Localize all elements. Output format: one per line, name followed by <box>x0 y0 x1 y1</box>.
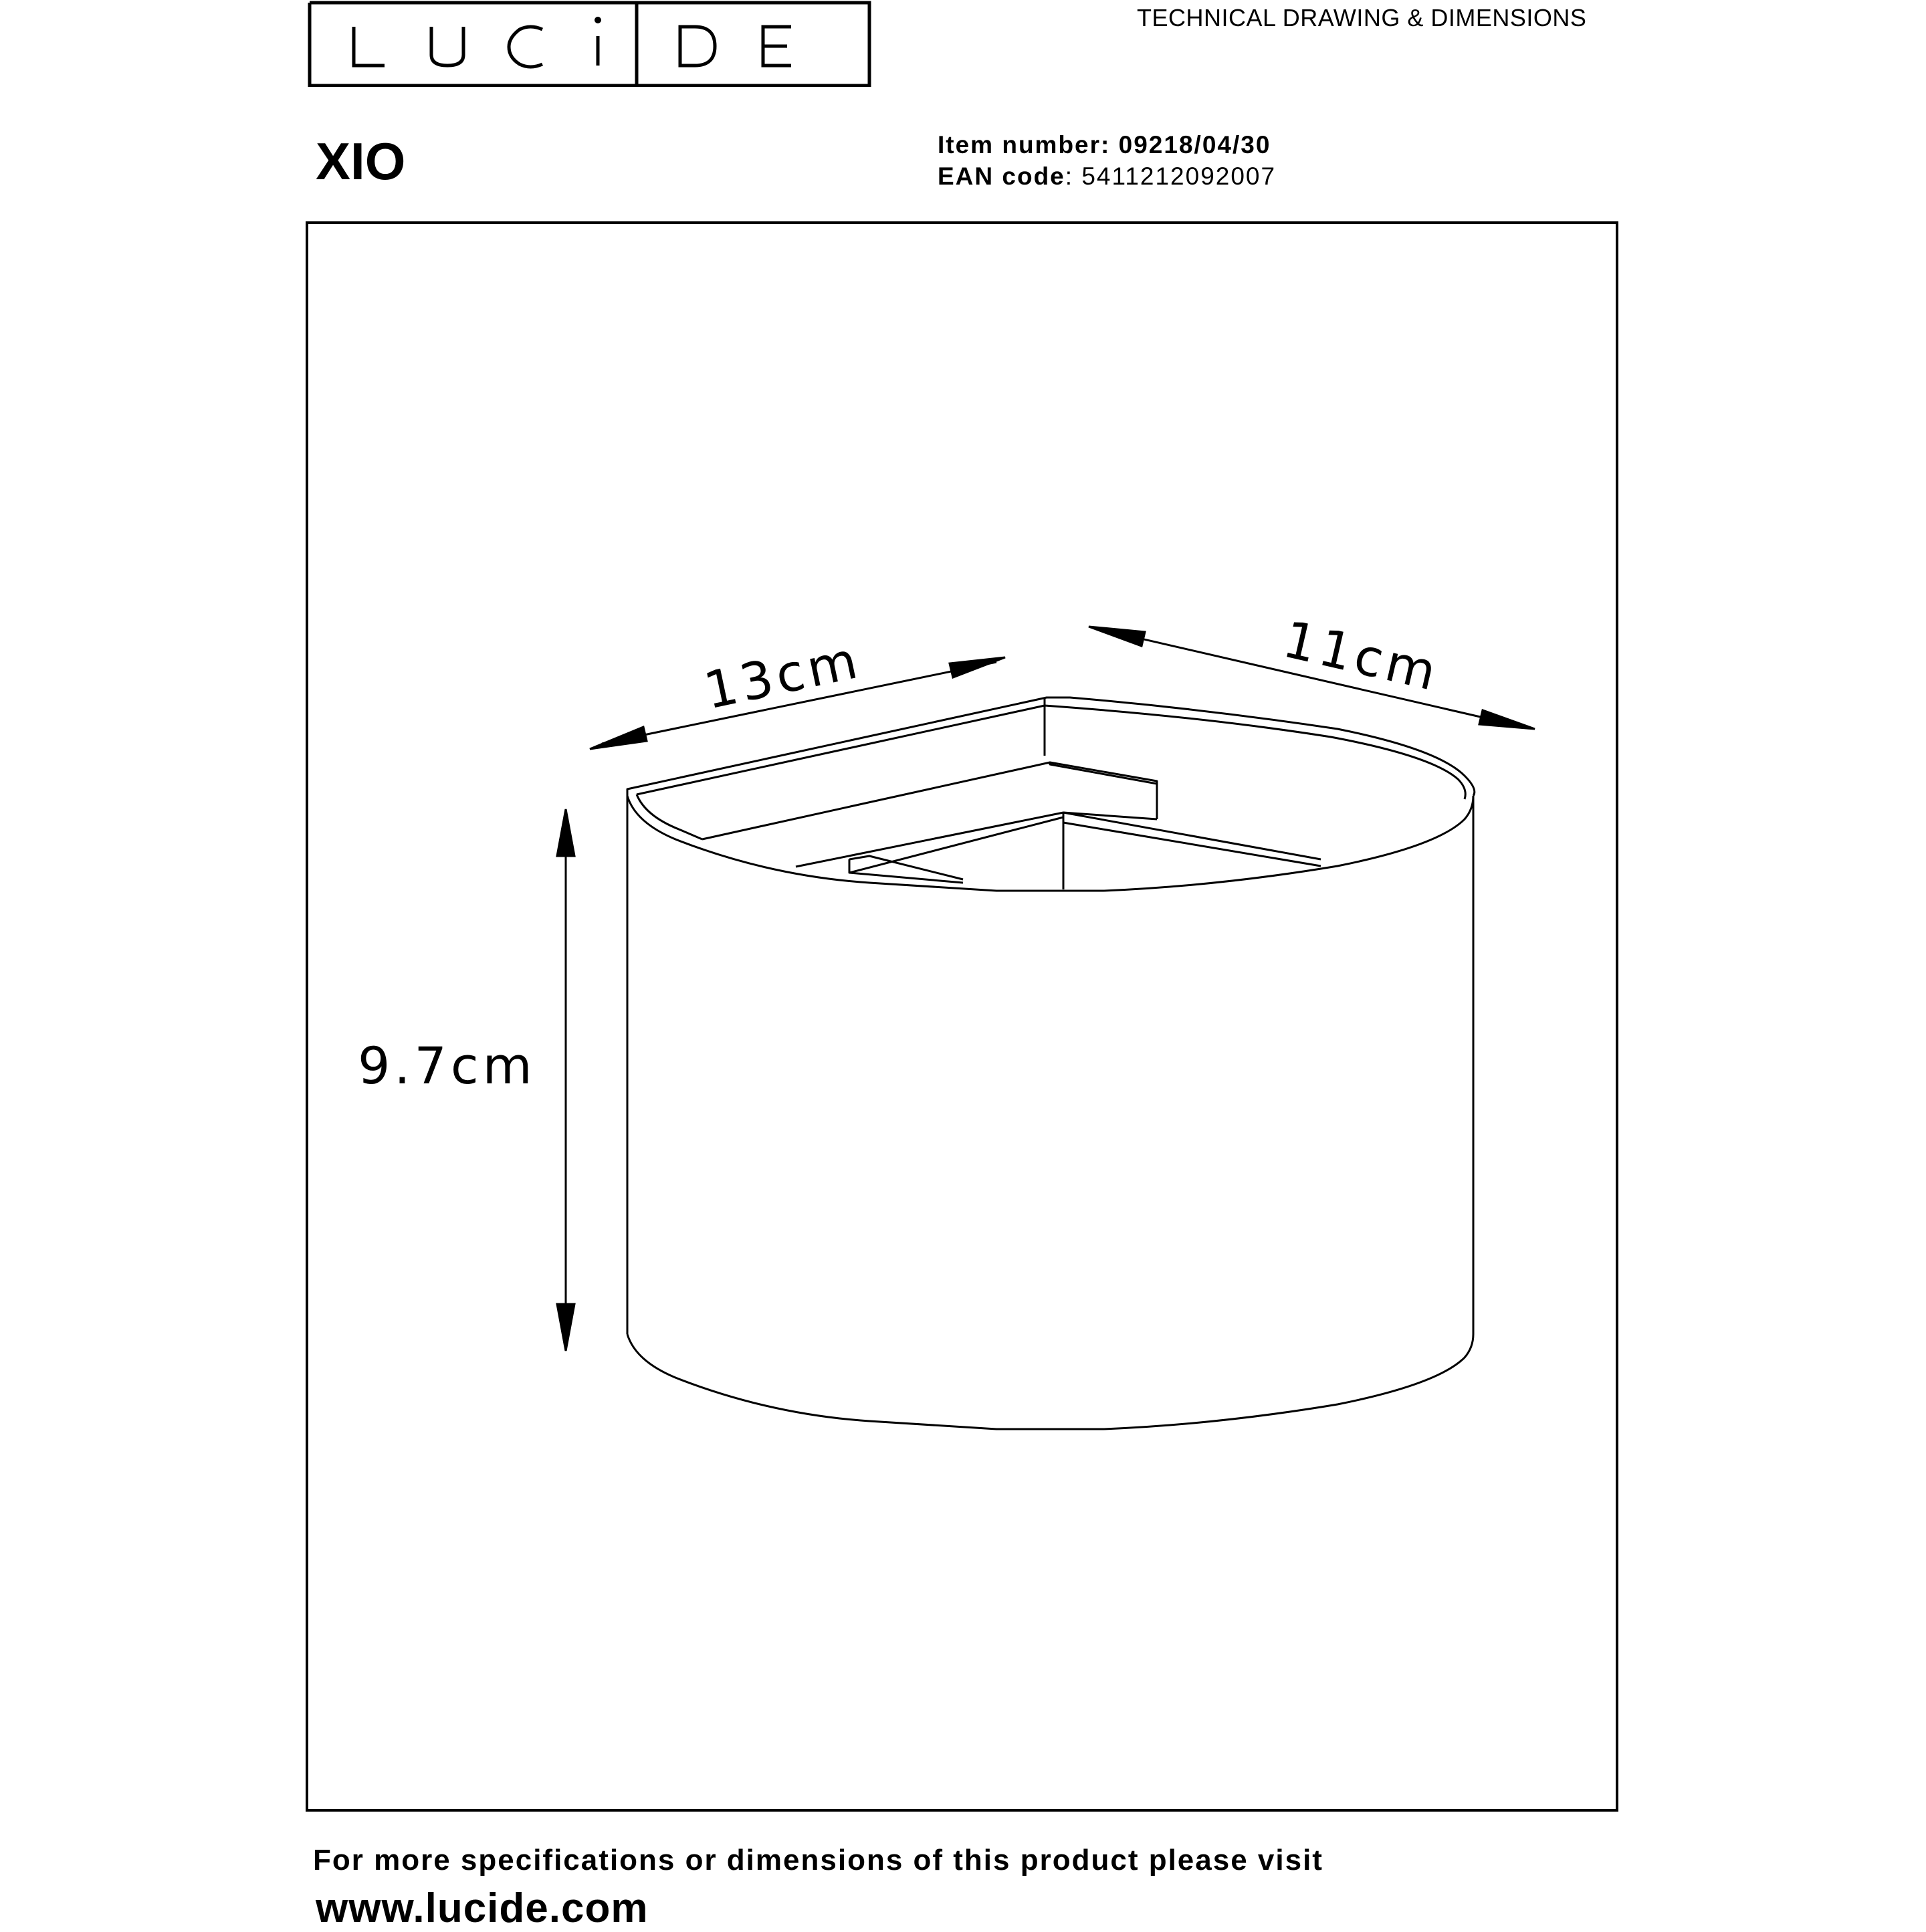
lamp-outline <box>627 697 1475 1429</box>
depth-arrow-left <box>1089 627 1145 646</box>
product-name: XIO <box>316 132 406 191</box>
depth-dimension-label: 11cm <box>1277 609 1446 703</box>
ean-code-value: 5411212092007 <box>1081 163 1277 190</box>
lucide-logo <box>306 0 874 87</box>
ean-code-line: EAN code: 5411212092007 <box>938 163 1277 190</box>
width-dimension-label: 13cm <box>699 629 867 721</box>
height-arrow-top <box>557 809 574 856</box>
item-number-label: Item number <box>938 131 1101 158</box>
width-arrow-left <box>590 727 647 749</box>
item-number-value: 09218/04/30 <box>1118 131 1271 158</box>
technical-drawing <box>306 221 1618 1812</box>
document-heading: TECHNICAL DRAWING & DIMENSIONS <box>1137 4 1587 31</box>
height-dimension-label: 9.7cm <box>358 1036 536 1095</box>
width-arrow-right <box>950 657 1005 677</box>
ean-code-label: EAN code <box>938 163 1065 190</box>
item-number-line: Item number: 09218/04/30 <box>938 131 1271 158</box>
website-link[interactable]: www.lucide.com <box>316 1885 649 1931</box>
depth-arrow-right <box>1479 710 1535 729</box>
footer-text: For more specifications or dimensions of this product please visit <box>313 1844 1323 1876</box>
lamp-internal-structure <box>702 697 1321 889</box>
height-arrow-bottom <box>557 1304 574 1351</box>
